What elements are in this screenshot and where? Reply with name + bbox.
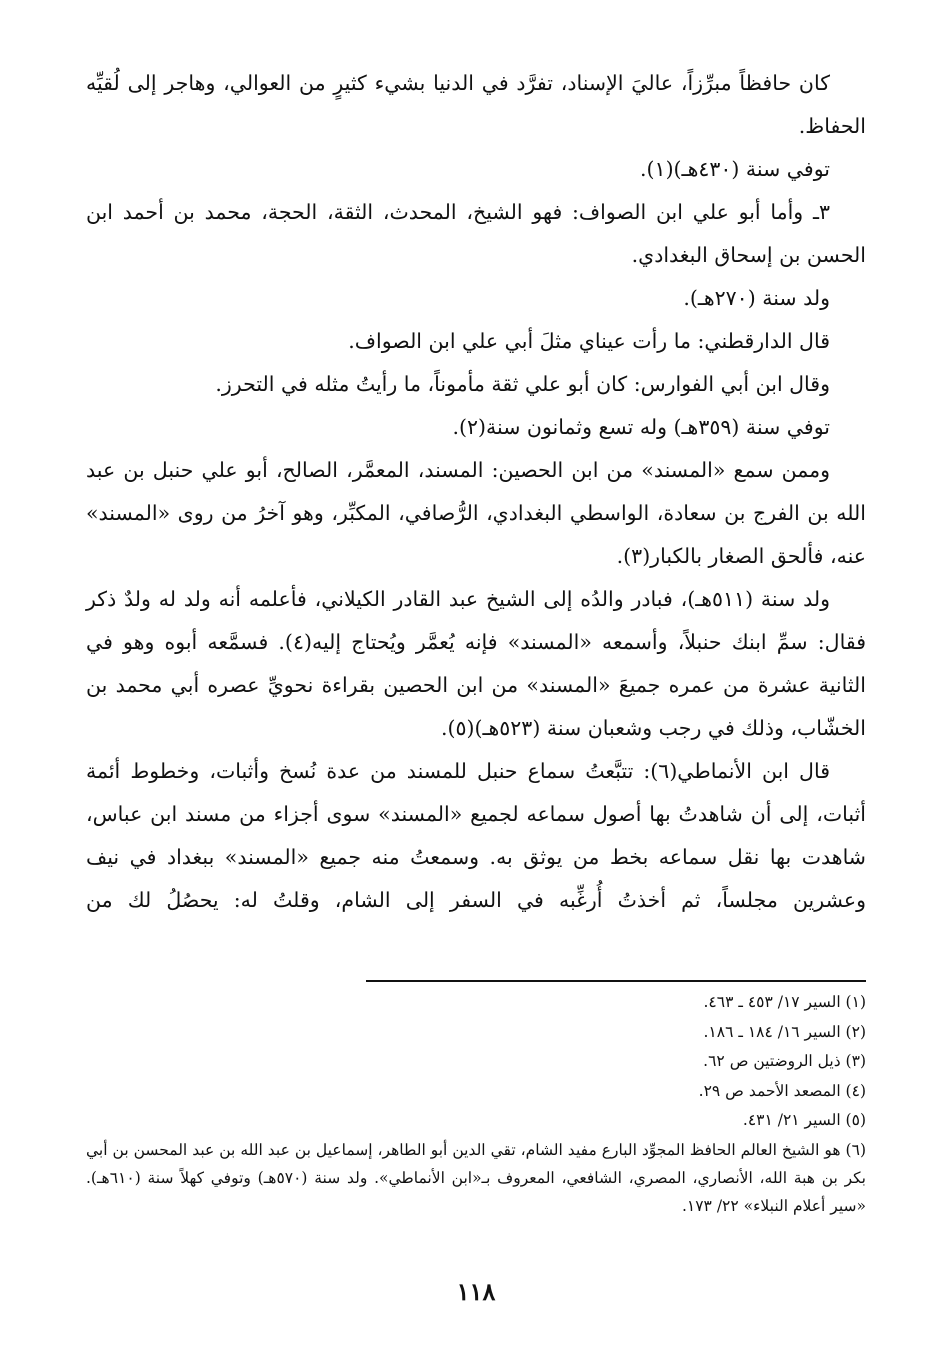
paragraph: قال الدارقطني: ما رأت عيناي مثلَ أبي علي ابن الصواف. (348, 329, 830, 353)
footnote: (٦) هو الشيخ العالم الحافظ المجوِّد البارع مفيد الشام، تقي الدين أبو الطاهر، إسماعيل بن عبد الله بن عبد المحسن بن أبي بكر بن هبة الله، الأنصاري، المصري، الشافعي، المعروف بـ«ابن الأنماطي». ولد سنة (٥٧٠هـ) وتوفي كهلاً سنة (٦١٠هـ). «سير أعلام النبلاء» ٢٢/ ١٧٣. (86, 1140, 866, 1215)
paragraph: توفي سنة (٣٥٩هـ) وله تسع وثمانون سنة(٢). (452, 415, 830, 439)
paragraph: توفي سنة (٤٣٠هـ)(١). (640, 157, 830, 181)
paragraph: ولد سنة (٢٧٠هـ). (683, 286, 830, 310)
book-page (86, 62, 866, 1322)
paragraph: وقال ابن أبي الفوارس: كان أبو علي ثقة مأموناً، ما رأيتُ مثله في التحرز. (215, 372, 830, 396)
paragraph: وممن سمع «المسند» من ابن الحصين: المسند، المعمَّر، الصالح، أبو علي حنبل بن عبد الله بن الفرج بن سعادة، الواسطي البغدادي، الرُّصافي، المكبِّر، وهو آخرُ من روى «المسند» عنه، فألحق الصغار بالكبار(٣). (86, 458, 866, 568)
paragraph: كان حافظاً مبرِّزاً، عاليَ الإسناد، تفرَّد في الدنيا بشيء كثيرٍ من العوالي، وهاجر إلى لُقيِّه الحفاظ. (86, 71, 866, 138)
main-text (86, 62, 866, 922)
paragraph: قال ابن الأنماطي(٦): تتبَّعتُ سماع حنبل للمسند من عدة نُسخ وأثبات، وخطوط أئمة أثبات، إلى أن شاهدتُ بها أصول سماعه لجميع «المسند» سوى أجزاء من مسند ابن عباس، شاهدت بها نقل سماعه بخط من يوثق به. وسمعتُ منه جميع «المسند» ببغداد في نيف وعشرين مجلساً، ثم أخذتُ أُرغِّبه في السفر إلى الشام، وقلتُ له: يحصُلُ لك من (86, 759, 866, 912)
footnote: (٢) السير ١٦/ ١٨٤ ـ ١٨٦. (703, 1022, 866, 1041)
footnote: (٥) السير ٢١/ ٤٣١. (742, 1111, 866, 1129)
paragraph: ولد سنة (٥١١هـ)، فبادر والدُه إلى الشيخ عبد القادر الكيلاني، فأعلمه أنه ولد له ولدٌ ذكر فقال: سمِّ ابنك حنبلاً، وأسمعه «المسند» فإنه يُعمَّر ويُحتاج إليه(٤). فسمَّعه أبوه وهو في الثانية عشرة من عمره جميعَ «المسند» من ابن الحصين بقراءة نحويِّ عصره أبي محمد بن الخشّاب، وذلك في رجب وشعبان سنة (٥٢٣هـ)(٥). (86, 587, 866, 740)
footnote: (٣) ذيل الروضتين ص ٦٢. (703, 1052, 866, 1070)
page-number: ١١٨ (456, 1277, 496, 1306)
footnotes (86, 988, 866, 1220)
paragraph: ٣ـ وأما أبو علي ابن الصواف: فهو الشيخ، المحدث، الثقة، الحجة، محمد بن أحمد ابن الحسن بن إسحاق البغدادي. (86, 200, 866, 267)
footnote-separator (366, 980, 866, 982)
footnote: (١) السير ١٧/ ٤٥٣ ـ ٤٦٣. (703, 993, 866, 1011)
footnote: (٤) المصعد الأحمد ص ٢٩. (698, 1081, 866, 1100)
